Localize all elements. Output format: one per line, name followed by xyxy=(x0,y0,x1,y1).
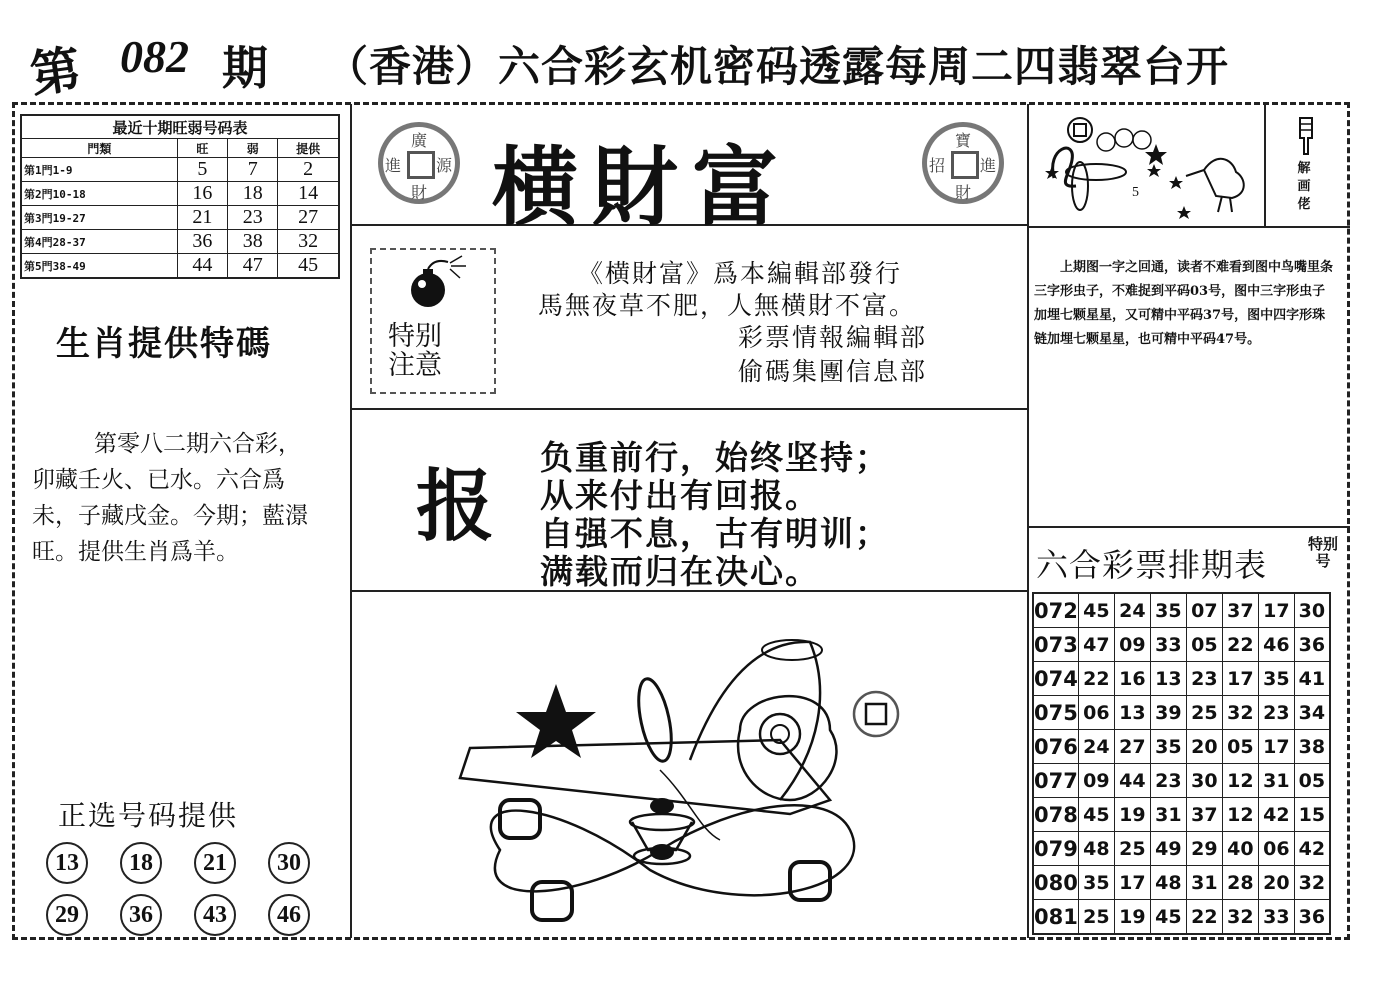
number-cell: 22 xyxy=(1222,628,1258,662)
coin-char: 廣 xyxy=(410,131,427,150)
number-cell: 33 xyxy=(1150,628,1186,662)
coin-char: 招 xyxy=(928,156,945,175)
number-cell: 20 xyxy=(1186,730,1222,764)
bao-char: 报 xyxy=(416,462,495,552)
riddle-picture xyxy=(1036,108,1260,222)
period-cell: 074 xyxy=(1033,662,1078,696)
cell-value: 21 xyxy=(177,206,227,230)
special-cell: 05 xyxy=(1294,764,1330,798)
number-cell: 40 xyxy=(1222,832,1258,866)
riddle-illustration xyxy=(360,600,1020,930)
divider-notice xyxy=(350,408,1028,410)
pick-number: 43 xyxy=(194,894,236,936)
divider-left xyxy=(350,104,352,938)
coin-icon xyxy=(378,122,460,204)
special-cell: 38 xyxy=(1294,730,1330,764)
number-cell: 45 xyxy=(1150,900,1186,935)
number-cell: 24 xyxy=(1078,730,1114,764)
poem-line: 负重前行，始终坚持； xyxy=(540,438,890,477)
divider-schedule xyxy=(1028,526,1350,528)
number-cell: 31 xyxy=(1258,764,1294,798)
notice-label: 特别 注意 xyxy=(388,321,442,381)
number-cell: 17 xyxy=(1222,662,1258,696)
notice-line: 《横財富》爲本編輯部發行 xyxy=(578,259,903,288)
special-cell: 32 xyxy=(1294,866,1330,900)
number-cell: 35 xyxy=(1150,593,1186,628)
number-cell: 09 xyxy=(1114,628,1150,662)
number-cell: 39 xyxy=(1150,696,1186,730)
coin-icon xyxy=(922,122,1004,204)
zodiac-title: 生肖提供特碼 xyxy=(56,324,272,364)
number-cell: 48 xyxy=(1078,832,1114,866)
special-cell: 36 xyxy=(1294,628,1330,662)
number-cell: 17 xyxy=(1258,593,1294,628)
cell-value: 44 xyxy=(177,254,227,279)
cell-value: 2 xyxy=(278,158,339,182)
number-cell: 16 xyxy=(1114,662,1150,696)
table-caption: 最近十期旺弱号码表 xyxy=(21,115,339,139)
pointing-hand-icon xyxy=(1296,112,1320,158)
number-cell: 37 xyxy=(1186,798,1222,832)
cell-value: 45 xyxy=(278,254,339,279)
number-cell: 13 xyxy=(1114,696,1150,730)
poem-line: 满载而归在决心。 xyxy=(540,552,820,591)
issue-suffix: 期 xyxy=(222,41,268,95)
number-cell: 25 xyxy=(1078,900,1114,935)
svg-text:5: 5 xyxy=(1132,185,1139,200)
number-cell: 45 xyxy=(1078,593,1114,628)
table-row xyxy=(1033,730,1330,764)
cell-value: 47 xyxy=(228,254,278,279)
pick-number: 29 xyxy=(46,894,88,936)
cell-value: 27 xyxy=(278,206,339,230)
period-cell: 075 xyxy=(1033,696,1078,730)
number-cell: 29 xyxy=(1186,832,1222,866)
number-cell: 17 xyxy=(1114,866,1150,900)
table-header: 旺 xyxy=(177,139,227,158)
period-cell: 076 xyxy=(1033,730,1078,764)
coin-char: 財 xyxy=(954,183,971,202)
number-cell: 33 xyxy=(1258,900,1294,935)
table-row xyxy=(1033,798,1330,832)
period-cell: 072 xyxy=(1033,593,1078,628)
number-cell: 49 xyxy=(1150,832,1186,866)
cell-value: 5 xyxy=(177,158,227,182)
coin-char: 源 xyxy=(435,156,452,175)
masthead-title: 横財富 xyxy=(492,137,792,238)
number-cell: 23 xyxy=(1258,696,1294,730)
table-row xyxy=(1033,593,1330,628)
notice-line: 馬無夜草不肥，人無横財不富。 xyxy=(538,291,917,320)
table-header: 弱 xyxy=(228,139,278,158)
notice-line: 彩票情報編輯部 xyxy=(738,323,928,352)
row-label: 第3門19-27 xyxy=(21,206,177,230)
period-cell: 078 xyxy=(1033,798,1078,832)
period-cell: 080 xyxy=(1033,866,1078,900)
number-cell: 19 xyxy=(1114,798,1150,832)
period-cell: 081 xyxy=(1033,900,1078,935)
riddle-label: 解画佬 xyxy=(1297,161,1311,212)
zodiac-text: 第零八二期六合彩，卯藏壬火、已水。六合爲未，子藏戌金。今期；藍澋旺。提供生肖爲羊。 xyxy=(32,431,308,565)
poem-line: 从来付出有回报。 xyxy=(540,476,820,515)
table-row xyxy=(1033,900,1330,935)
number-cell: 06 xyxy=(1258,832,1294,866)
number-cell: 17 xyxy=(1258,730,1294,764)
period-cell: 079 xyxy=(1033,832,1078,866)
issue-prefix: 第 xyxy=(26,39,85,105)
table-row xyxy=(21,158,339,182)
divider-riddle xyxy=(1028,226,1350,228)
cell-value: 18 xyxy=(228,182,278,206)
special-cell: 41 xyxy=(1294,662,1330,696)
number-cell: 13 xyxy=(1150,662,1186,696)
number-cell: 22 xyxy=(1186,900,1222,935)
number-cell: 45 xyxy=(1078,798,1114,832)
pick-number: 21 xyxy=(194,842,236,884)
schedule-table xyxy=(1032,592,1331,935)
row-label: 第2門10-18 xyxy=(21,182,177,206)
number-cell: 25 xyxy=(1114,832,1150,866)
cell-value: 14 xyxy=(278,182,339,206)
number-cell: 35 xyxy=(1150,730,1186,764)
coin-char: 進 xyxy=(384,156,401,175)
number-cell: 23 xyxy=(1186,662,1222,696)
bomb-icon xyxy=(404,254,474,314)
special-cell: 36 xyxy=(1294,900,1330,935)
table-row xyxy=(1033,628,1330,662)
coin-char: 寶 xyxy=(954,131,971,150)
issue-number: 082 xyxy=(120,31,189,82)
number-cell: 28 xyxy=(1222,866,1258,900)
coin-char: 財 xyxy=(410,183,427,202)
number-cell: 32 xyxy=(1222,900,1258,935)
special-cell: 42 xyxy=(1294,832,1330,866)
row-label: 第1門1-9 xyxy=(21,158,177,182)
recent-draws-table xyxy=(20,114,340,279)
number-cell: 48 xyxy=(1150,866,1186,900)
page-title: （香港）六合彩玄机密码透露每周二四翡翠台开 xyxy=(326,42,1230,91)
picks-title: 正选号码提供 xyxy=(58,799,239,832)
table-row xyxy=(1033,866,1330,900)
riddle-text: 上期图一字之回通，读者不难看到图中鸟嘴里条三字形虫子，不难捉到平码03号，图中三字形虫子加埋七颗星星，又可精中平码37号，图中四字形珠链加埋七颗星星，也可精中平码47号。 xyxy=(1034,260,1334,347)
number-cell: 25 xyxy=(1186,696,1222,730)
special-cell: 34 xyxy=(1294,696,1330,730)
number-cell: 30 xyxy=(1186,764,1222,798)
number-cell: 27 xyxy=(1114,730,1150,764)
number-cell: 19 xyxy=(1114,900,1150,935)
table-row xyxy=(21,182,339,206)
number-cell: 46 xyxy=(1258,628,1294,662)
table-row xyxy=(21,206,339,230)
poem-line: 自强不息，古有明训； xyxy=(540,514,890,553)
number-cell: 05 xyxy=(1186,628,1222,662)
number-cell: 07 xyxy=(1186,593,1222,628)
pick-number: 36 xyxy=(120,894,162,936)
table-header: 門類 xyxy=(21,139,177,158)
schedule-title: 六合彩票排期表 xyxy=(1036,546,1268,584)
number-cell: 24 xyxy=(1114,593,1150,628)
number-cell: 32 xyxy=(1222,696,1258,730)
pick-number: 30 xyxy=(268,842,310,884)
table-row xyxy=(1033,832,1330,866)
pick-number: 18 xyxy=(120,842,162,884)
table-row xyxy=(1033,696,1330,730)
cell-value: 36 xyxy=(177,230,227,254)
number-cell: 31 xyxy=(1150,798,1186,832)
notice-line: 偷碼集團信息部 xyxy=(738,357,928,386)
cell-value: 38 xyxy=(228,230,278,254)
number-cell: 20 xyxy=(1258,866,1294,900)
number-cell: 42 xyxy=(1258,798,1294,832)
number-cell: 12 xyxy=(1222,798,1258,832)
pick-number: 46 xyxy=(268,894,310,936)
number-cell: 23 xyxy=(1150,764,1186,798)
number-cell: 37 xyxy=(1222,593,1258,628)
special-cell: 15 xyxy=(1294,798,1330,832)
number-cell: 12 xyxy=(1222,764,1258,798)
row-label: 第5門38-49 xyxy=(21,254,177,279)
table-header: 提供 xyxy=(278,139,339,158)
schedule-special-label: 特别号 xyxy=(1307,535,1338,570)
number-cell: 09 xyxy=(1078,764,1114,798)
period-cell: 077 xyxy=(1033,764,1078,798)
number-cell: 31 xyxy=(1186,866,1222,900)
number-cell: 44 xyxy=(1114,764,1150,798)
period-cell: 073 xyxy=(1033,628,1078,662)
number-cell: 47 xyxy=(1078,628,1114,662)
number-cell: 22 xyxy=(1078,662,1114,696)
number-cell: 35 xyxy=(1078,866,1114,900)
table-row xyxy=(1033,662,1330,696)
divider-riddle-label xyxy=(1264,104,1266,226)
cell-value: 23 xyxy=(228,206,278,230)
table-row xyxy=(21,230,339,254)
cell-value: 32 xyxy=(278,230,339,254)
cell-value: 7 xyxy=(228,158,278,182)
pick-number: 13 xyxy=(46,842,88,884)
coin-char: 進 xyxy=(979,156,996,175)
number-cell: 06 xyxy=(1078,696,1114,730)
number-cell: 05 xyxy=(1222,730,1258,764)
row-label: 第4門28-37 xyxy=(21,230,177,254)
divider-right xyxy=(1027,104,1029,938)
number-cell: 35 xyxy=(1258,662,1294,696)
table-row xyxy=(21,254,339,279)
special-cell: 30 xyxy=(1294,593,1330,628)
cell-value: 16 xyxy=(177,182,227,206)
table-row xyxy=(1033,764,1330,798)
